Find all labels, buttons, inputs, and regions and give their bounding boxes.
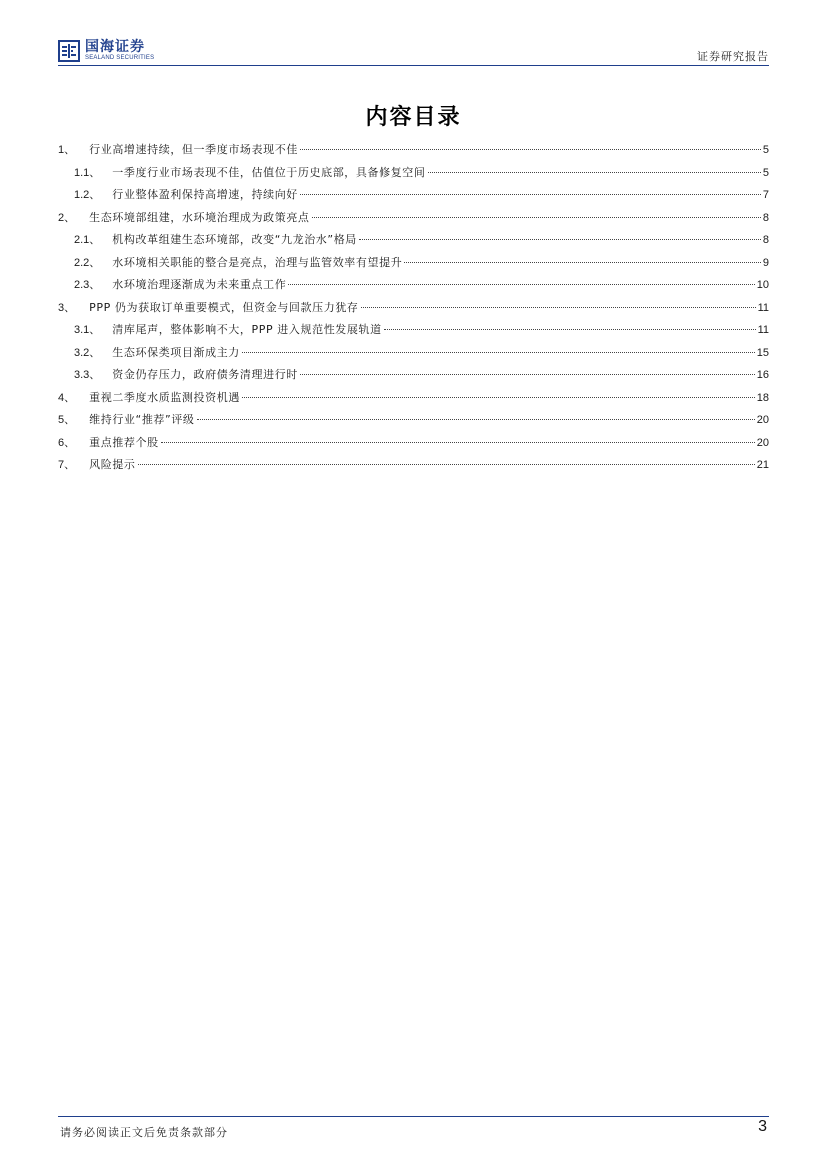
toc-entry-title: 水环境治理逐渐成为未来重点工作 bbox=[112, 278, 287, 291]
toc-entry-page: 9 bbox=[762, 256, 769, 269]
toc-entry[interactable] bbox=[58, 364, 769, 387]
toc-entry-page: 16 bbox=[756, 369, 769, 381]
toc-entry[interactable] bbox=[58, 139, 769, 162]
toc-entry-title: 维持行业“推荐”评级 bbox=[89, 413, 195, 426]
toc-dot-leader bbox=[300, 149, 761, 150]
toc-entry[interactable] bbox=[58, 252, 769, 275]
toc-entry-title: 重点推荐个股 bbox=[89, 435, 159, 449]
toc-entry-page: 21 bbox=[756, 459, 769, 471]
toc-dot-leader bbox=[161, 442, 755, 443]
toc-entry-page: 10 bbox=[756, 279, 769, 291]
toc-entry-page: 15 bbox=[756, 346, 769, 359]
toc-dot-leader bbox=[428, 172, 761, 173]
disclaimer-note: 请务必阅读正文后免责条款部分 bbox=[60, 1126, 228, 1139]
toc-entry-number: 2.3、 bbox=[74, 279, 101, 291]
toc-entry[interactable] bbox=[58, 207, 769, 230]
footer-divider bbox=[58, 1116, 769, 1117]
toc-entry-page: 11 bbox=[757, 324, 769, 336]
toc-dot-leader bbox=[404, 262, 761, 263]
toc-entry-page: 20 bbox=[756, 414, 769, 426]
toc-entry[interactable] bbox=[58, 297, 769, 320]
toc-entry-number: 3.2、 bbox=[74, 346, 101, 359]
toc-entry-title: PPP 仍为获取订单重要模式，但资金与回款压力犹存 bbox=[89, 300, 359, 314]
toc-entry-title: 生态环保类项目渐成主力 bbox=[112, 345, 240, 359]
toc-entry[interactable] bbox=[58, 454, 769, 477]
toc-entry[interactable] bbox=[58, 387, 769, 410]
page-header bbox=[0, 0, 827, 70]
toc-entry-page: 5 bbox=[762, 144, 769, 156]
toc-entry-title: 水环境相关职能的整合是亮点，治理与监管效率有望提升 bbox=[112, 255, 403, 269]
toc-entry-title: 清库尾声，整体影响不大，PPP 进入规范性发展轨道 bbox=[112, 323, 382, 336]
toc-entry-page: 11 bbox=[757, 301, 769, 314]
toc-entry-number: 2.2、 bbox=[74, 256, 101, 269]
toc-dot-leader bbox=[384, 329, 756, 330]
toc-entry-title: 风险提示 bbox=[89, 458, 136, 471]
toc-entry[interactable] bbox=[58, 274, 769, 297]
toc-entry[interactable] bbox=[58, 229, 769, 252]
toc-entry-number: 1.2、 bbox=[74, 189, 101, 201]
toc-dot-leader bbox=[300, 194, 761, 195]
brand-logo bbox=[58, 38, 154, 64]
toc-entry-page: 5 bbox=[762, 166, 769, 179]
toc-entry[interactable] bbox=[58, 409, 769, 432]
toc-entry-number: 1、 bbox=[58, 144, 76, 156]
toc-entry[interactable] bbox=[58, 342, 769, 365]
toc-entry-page: 8 bbox=[762, 234, 769, 246]
toc-dot-leader bbox=[242, 352, 755, 353]
toc-dot-leader bbox=[361, 307, 756, 308]
report-type-label: 证券研究报告 bbox=[697, 50, 769, 63]
toc-dot-leader bbox=[312, 217, 761, 218]
toc-entry-page: 7 bbox=[762, 189, 769, 201]
sealand-logo-icon bbox=[58, 40, 80, 62]
toc-title: 内容目录 bbox=[365, 104, 462, 130]
toc-entry-page: 20 bbox=[756, 436, 769, 449]
toc-entry-title: 机构改革组建生态环境部，改变“九龙治水”格局 bbox=[112, 233, 357, 246]
toc-entry-number: 3.1、 bbox=[74, 324, 101, 336]
toc-entry-number: 2.1、 bbox=[74, 234, 101, 246]
brand-name-en: SEALAND SECURITIES bbox=[85, 55, 155, 61]
toc-entry-title: 一季度行业市场表现不佳，估值位于历史底部，具备修复空间 bbox=[112, 165, 426, 179]
toc-entry[interactable] bbox=[58, 184, 769, 207]
toc-entry[interactable] bbox=[58, 432, 769, 455]
toc-dot-leader bbox=[359, 239, 761, 240]
toc-entry-page: 18 bbox=[756, 391, 769, 404]
toc-dot-leader bbox=[288, 284, 754, 285]
table-of-contents bbox=[58, 139, 769, 477]
toc-entry[interactable] bbox=[58, 319, 769, 342]
toc-dot-leader bbox=[197, 419, 755, 420]
toc-entry-title: 资金仍存压力，政府债务清理进行时 bbox=[112, 368, 298, 381]
header-divider bbox=[58, 65, 769, 66]
toc-dot-leader bbox=[300, 374, 755, 375]
toc-dot-leader bbox=[242, 397, 755, 398]
toc-entry-number: 1.1、 bbox=[74, 166, 101, 179]
brand-name-cn: 国海证券 bbox=[85, 39, 145, 55]
toc-entry-title: 行业整体盈利保持高增速，持续向好 bbox=[112, 188, 298, 201]
toc-entry-title: 生态环境部组建，水环境治理成为政策亮点 bbox=[89, 210, 310, 224]
toc-entry-title: 重视二季度水质监测投资机遇 bbox=[89, 390, 240, 404]
toc-entry-page: 8 bbox=[762, 211, 769, 224]
page-number: 3 bbox=[758, 1118, 767, 1135]
toc-entry-number: 4、 bbox=[58, 391, 76, 404]
toc-entry-number: 3.3、 bbox=[74, 369, 101, 381]
toc-entry-number: 5、 bbox=[58, 414, 76, 426]
toc-entry-title: 行业高增速持续，但一季度市场表现不佳 bbox=[89, 143, 298, 156]
toc-entry-number: 6、 bbox=[58, 436, 76, 449]
toc-entry-number: 7、 bbox=[58, 459, 76, 471]
toc-dot-leader bbox=[138, 464, 755, 465]
toc-entry[interactable] bbox=[58, 162, 769, 185]
toc-entry-number: 3、 bbox=[58, 301, 76, 314]
toc-entry-number: 2、 bbox=[58, 211, 76, 224]
